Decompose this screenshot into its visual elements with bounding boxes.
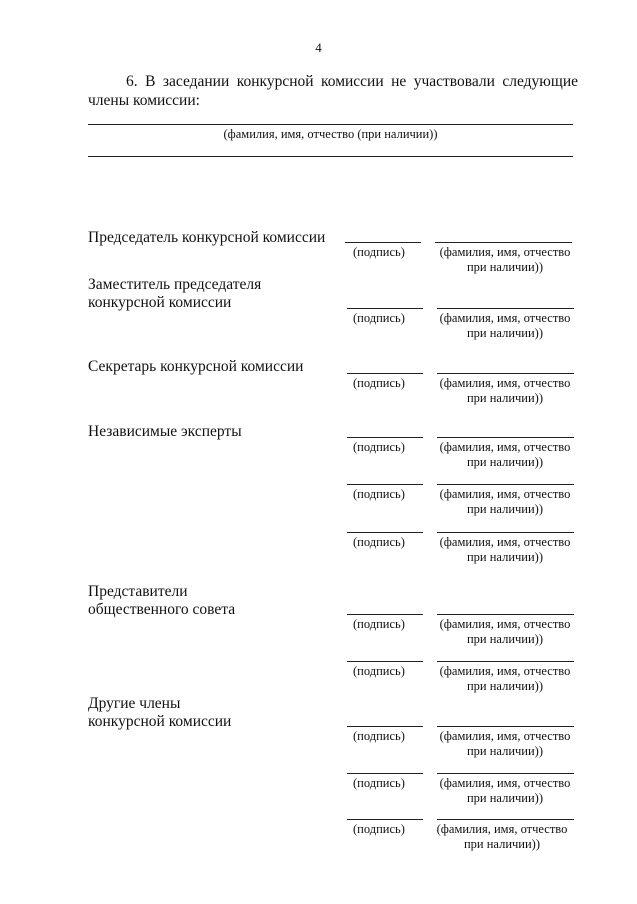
signature-line bbox=[347, 484, 423, 485]
signature-caption: (подпись) bbox=[353, 535, 405, 549]
name-caption-line-2: при наличии)) bbox=[466, 326, 544, 340]
signature-caption: (подпись) bbox=[353, 245, 405, 259]
name-caption-line-1: (фамилия, имя, отчество bbox=[439, 311, 571, 325]
signature-caption: (подпись) bbox=[353, 617, 405, 631]
name-caption-line-1: (фамилия, имя, отчество bbox=[439, 487, 571, 501]
signature-line bbox=[345, 242, 421, 243]
name-line bbox=[437, 614, 574, 615]
signature-line bbox=[347, 437, 423, 438]
name-caption bbox=[430, 311, 580, 341]
name-line bbox=[437, 661, 574, 662]
name-caption bbox=[430, 776, 580, 806]
absent-members-line-2 bbox=[88, 156, 573, 157]
signature-caption: (подпись) bbox=[353, 664, 405, 678]
name-caption bbox=[430, 664, 580, 694]
page-number: 4 bbox=[315, 40, 322, 55]
signature-caption: (подпись) bbox=[353, 376, 405, 390]
name-caption-line-1: (фамилия, имя, отчество bbox=[439, 729, 571, 743]
role-other-members-line-2: конкурсной комиссии bbox=[88, 713, 232, 730]
signature-line bbox=[347, 532, 423, 533]
name-caption-line-1: (фамилия, имя, отчество bbox=[439, 664, 571, 678]
role-deputy bbox=[88, 276, 261, 312]
signature-caption: (подпись) bbox=[353, 311, 405, 325]
name-caption-line-1: (фамилия, имя, отчество bbox=[439, 617, 571, 631]
name-caption-line-2: при наличии)) bbox=[466, 391, 544, 405]
name-caption bbox=[430, 729, 580, 759]
name-line bbox=[437, 819, 574, 820]
signature-caption: (подпись) bbox=[353, 822, 405, 836]
paragraph-line-1: 6. В заседании конкурсной комиссии не участвовали следующие bbox=[126, 73, 578, 90]
role-public-council bbox=[88, 583, 235, 619]
signature-caption: (подпись) bbox=[353, 487, 405, 501]
name-caption-line-1: (фамилия, имя, отчество bbox=[439, 776, 571, 790]
name-caption-line-1: (фамилия, имя, отчество bbox=[436, 822, 568, 836]
name-caption bbox=[430, 535, 580, 565]
signature-caption: (подпись) bbox=[353, 729, 405, 743]
role-public-council-line-2: общественного совета bbox=[88, 601, 236, 618]
name-line bbox=[437, 373, 574, 374]
name-caption bbox=[430, 440, 580, 470]
name-caption bbox=[427, 822, 577, 852]
absent-members-hint: (фамилия, имя, отчество (при наличии)) bbox=[223, 127, 438, 141]
signature-line bbox=[347, 614, 423, 615]
name-caption-line-1: (фамилия, имя, отчество bbox=[439, 376, 571, 390]
name-caption-line-2: при наличии)) bbox=[463, 837, 541, 851]
name-caption bbox=[430, 245, 580, 275]
role-deputy-line-2: конкурсной комиссии bbox=[88, 294, 232, 311]
name-line bbox=[437, 437, 574, 438]
name-line bbox=[437, 532, 574, 533]
name-caption-line-2: при наличии)) bbox=[466, 260, 544, 274]
signature-line bbox=[347, 308, 423, 309]
name-caption bbox=[430, 376, 580, 406]
name-caption-line-1: (фамилия, имя, отчество bbox=[439, 245, 571, 259]
paragraph-line-2: члены комиссии: bbox=[88, 92, 200, 109]
paragraph-6 bbox=[88, 72, 578, 110]
name-caption-line-2: при наличии)) bbox=[466, 679, 544, 693]
name-caption-line-2: при наличии)) bbox=[466, 455, 544, 469]
name-caption-line-2: при наличии)) bbox=[466, 632, 544, 646]
role-secretary: Секретарь конкурсной комиссии bbox=[88, 358, 304, 375]
signature-line bbox=[347, 726, 423, 727]
signature-caption: (подпись) bbox=[353, 440, 405, 454]
name-caption-line-1: (фамилия, имя, отчество bbox=[439, 535, 571, 549]
role-experts: Независимые эксперты bbox=[88, 423, 242, 440]
name-caption-line-2: при наличии)) bbox=[466, 502, 544, 516]
name-line bbox=[437, 484, 574, 485]
signature-line bbox=[347, 773, 423, 774]
name-caption-line-1: (фамилия, имя, отчество bbox=[439, 440, 571, 454]
name-caption-line-2: при наличии)) bbox=[466, 791, 544, 805]
signature-caption: (подпись) bbox=[353, 776, 405, 790]
role-other-members bbox=[88, 695, 231, 731]
absent-members-line-1 bbox=[88, 124, 573, 125]
name-caption-line-2: при наличии)) bbox=[466, 744, 544, 758]
signature-line bbox=[347, 819, 423, 820]
name-line bbox=[435, 242, 572, 243]
name-caption bbox=[430, 487, 580, 517]
role-other-members-line-1: Другие члены bbox=[88, 695, 181, 712]
signature-line bbox=[347, 661, 423, 662]
signature-line bbox=[347, 373, 423, 374]
name-caption bbox=[430, 617, 580, 647]
role-chairman: Председатель конкурсной комиссии bbox=[88, 229, 326, 246]
name-caption-line-2: при наличии)) bbox=[466, 550, 544, 564]
name-line bbox=[437, 773, 574, 774]
name-line bbox=[437, 726, 574, 727]
role-deputy-line-1: Заместитель председателя bbox=[88, 276, 262, 293]
name-line bbox=[437, 308, 574, 309]
role-public-council-line-1: Представители bbox=[88, 583, 188, 600]
